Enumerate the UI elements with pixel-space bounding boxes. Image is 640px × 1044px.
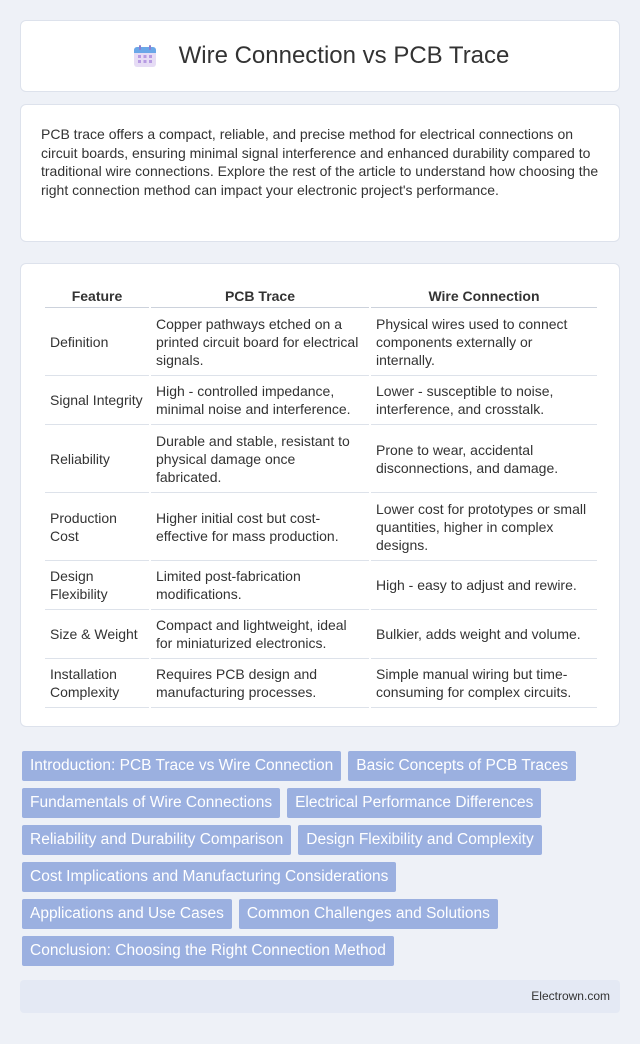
table-row [45,561,597,610]
table-cell-feature: Size & Weight [45,610,149,659]
table-cell-feature: Production Cost [45,493,149,561]
tag-design-flexibility[interactable]: Design Flexibility and Complexity [298,825,541,855]
tag-reliability[interactable]: Reliability and Durability Comparison [22,825,291,855]
intro-paragraph: PCB trace offers a compact, reliable, and precise method for electrical connections on circuit boards, ensuring minimal signal interference and enhanced durability compared to traditional wire connections. Explore the rest of the article to understand how choosing the right connection method can impact your electronic project's performance. [41,126,599,198]
topic-tags [22,751,622,973]
table-cell-pcb: Copper pathways etched on a printed circuit board for electrical signals. [151,308,369,376]
tag-row [22,936,622,966]
table-cell-feature: Reliability [45,425,149,493]
table-cell-wire: Prone to wear, accidental disconnections, and damage. [371,425,597,493]
header-card [20,20,620,92]
table-row [45,308,597,376]
tag-row [22,862,622,892]
tag-fundamentals[interactable]: Fundamentals of Wire Connections [22,788,280,818]
page-title: Wire Connection vs PCB Trace [178,42,510,69]
table-cell-wire: Simple manual wiring but time-consuming for complex circuits. [371,659,597,708]
table-cell-pcb: High - controlled impedance, minimal noise and interference. [151,376,369,425]
header [131,42,510,70]
table-cell-wire: Bulkier, adds weight and volume. [371,610,597,659]
table-row [45,376,597,425]
table-cell-wire: Physical wires used to connect components externally or internally. [371,308,597,376]
tag-introduction[interactable]: Introduction: PCB Trace vs Wire Connection [22,751,341,781]
footer [20,980,620,1013]
comparison-table-card [20,263,620,727]
tag-basic-concepts[interactable]: Basic Concepts of PCB Traces [348,751,576,781]
table-cell-feature: Definition [45,308,149,376]
table-cell-pcb: Limited post-fabrication modifications. [151,561,369,610]
tag-electrical-performance[interactable]: Electrical Performance Differences [287,788,541,818]
tag-challenges[interactable]: Common Challenges and Solutions [239,899,498,929]
table-header-row [45,284,597,308]
tag-cost-implications[interactable]: Cost Implications and Manufacturing Considerations [22,862,396,892]
table-cell-pcb: Requires PCB design and manufacturing processes. [151,659,369,708]
table-cell-wire: Lower cost for prototypes or small quantities, higher in complex designs. [371,493,597,561]
calendar-icon [131,42,159,70]
table-cell-pcb: Higher initial cost but cost-effective for mass production. [151,493,369,561]
table-row [45,493,597,561]
comparison-table [43,284,599,708]
table-row [45,425,597,493]
table-cell-feature: Installation Complexity [45,659,149,708]
table-cell-wire: High - easy to adjust and rewire. [371,561,597,610]
tag-applications[interactable]: Applications and Use Cases [22,899,232,929]
tag-conclusion[interactable]: Conclusion: Choosing the Right Connection Method [22,936,394,966]
column-header-pcb-trace: PCB Trace [151,284,369,308]
footer-site-link[interactable]: Electrown.com [531,989,610,1003]
column-header-feature: Feature [45,284,149,308]
table-row [45,659,597,708]
tag-row [22,899,622,929]
table-cell-pcb: Compact and lightweight, ideal for miniaturized electronics. [151,610,369,659]
tag-row [22,788,622,818]
table-row [45,610,597,659]
tag-row [22,825,622,855]
table-cell-pcb: Durable and stable, resistant to physical damage once fabricated. [151,425,369,493]
intro-card [20,104,620,242]
column-header-wire-connection: Wire Connection [371,284,597,308]
tag-row [22,751,622,781]
table-cell-feature: Signal Integrity [45,376,149,425]
table-cell-feature: Design Flexibility [45,561,149,610]
table-cell-wire: Lower - susceptible to noise, interference, and crosstalk. [371,376,597,425]
